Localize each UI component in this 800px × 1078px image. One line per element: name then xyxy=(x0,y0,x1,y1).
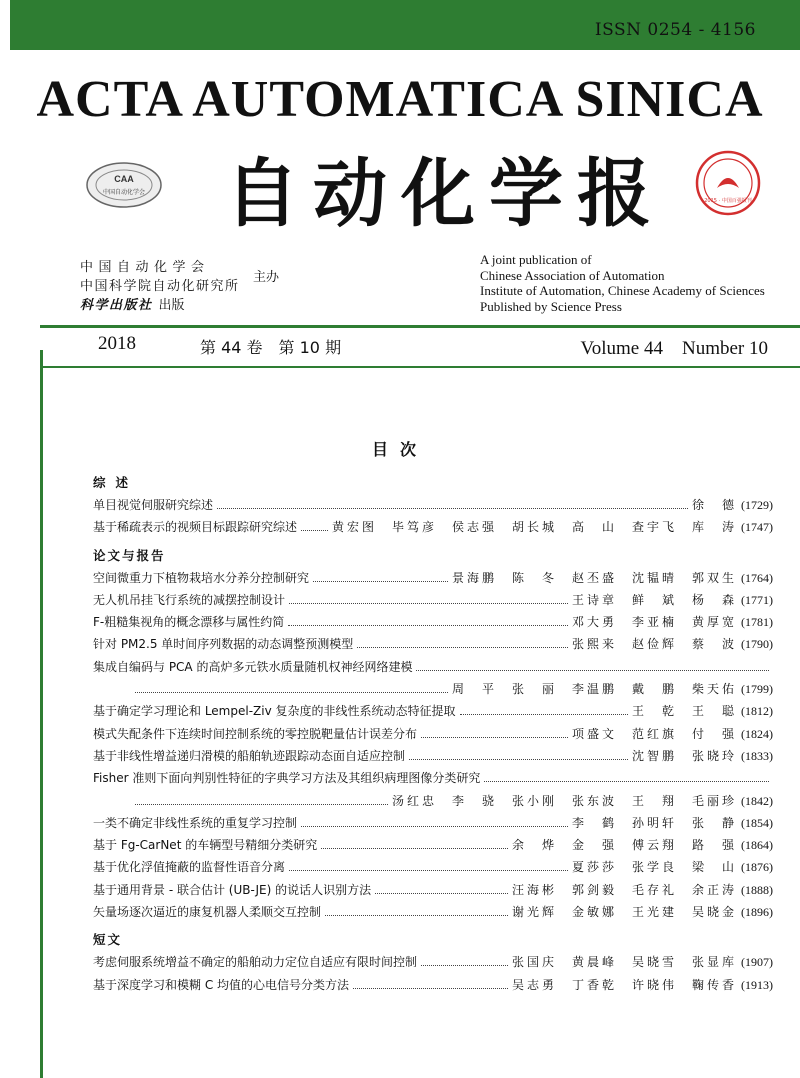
toc-entry[interactable] xyxy=(93,567,773,589)
toc-entry[interactable] xyxy=(93,951,773,973)
toc-entry-authors: 谢光辉 金敏娜 王光建 吴晓金 xyxy=(511,905,737,920)
toc-entry-title: 基于非线性增益递归滑模的船舶轨迹跟踪动态面自适应控制 xyxy=(93,748,406,763)
toc-entry-page: (1747) xyxy=(741,520,773,535)
toc-entry-page: (1913) xyxy=(741,977,773,992)
toc-leader-dots xyxy=(353,974,508,989)
toc-entry-authors: 吴志勇 丁香乾 许晓伟 鞠传香 xyxy=(511,977,737,992)
toc-entry-authors: 项盛文 范红旗 付 强 xyxy=(571,726,737,741)
toc-entry-authors: 周 平 张 丽 李温鹏 戴 鹏 柴天佑 xyxy=(451,682,737,697)
toc-entry-title: 无人机吊挂飞行系统的减摆控制设计 xyxy=(93,592,286,607)
table-of-contents xyxy=(93,470,773,996)
toc-entry-continuation[interactable] xyxy=(93,678,773,700)
toc-leader-dots xyxy=(135,678,448,693)
pub-en-line: A joint publication of xyxy=(480,252,592,267)
toc-entry-page: (1790) xyxy=(741,637,773,652)
toc-leader-dots xyxy=(460,700,628,715)
toc-entry-page: (1812) xyxy=(741,704,773,719)
toc-leader-dots xyxy=(416,656,769,671)
toc-entry[interactable] xyxy=(93,516,773,538)
toc-leader-dots xyxy=(409,745,628,760)
toc-entry[interactable] xyxy=(93,812,773,834)
publisher-science-press: 科学出版社 xyxy=(80,298,153,313)
issue-volume-cn: 第 44 卷 第 10 期 xyxy=(200,338,342,357)
toc-leader-dots xyxy=(484,767,769,782)
toc-entry-title: 单目视觉伺服研究综述 xyxy=(93,498,214,512)
toc-entry[interactable] xyxy=(93,745,773,767)
toc-entry-authors: 黄宏图 毕笃彦 侯志强 胡长城 高 山 查宇飞 库 涛 xyxy=(331,520,737,535)
toc-entry-page: (1771) xyxy=(741,592,773,607)
toc-entry[interactable] xyxy=(93,901,773,923)
toc-entry[interactable] xyxy=(93,633,773,655)
toc-entry-title: 基于确定学习理论和 Lempel-Ziv 复杂度的非线性系统动态特征提取 xyxy=(93,704,456,719)
toc-leader-dots xyxy=(301,516,328,531)
toc-leader-dots xyxy=(421,723,568,738)
toc-entry-title: 空间微重力下植物栽培水分养分控制研究 xyxy=(93,570,310,585)
toc-entry-page: (1888) xyxy=(741,882,773,897)
toc-entry[interactable] xyxy=(93,974,773,996)
divider-issue xyxy=(40,366,800,368)
toc-entry[interactable] xyxy=(93,723,773,745)
toc-entry-page: (1799) xyxy=(741,682,773,697)
svg-text:2015 · 中国百强报刊: 2015 · 中国百强报刊 xyxy=(704,198,752,204)
toc-leader-dots xyxy=(288,611,568,626)
toc-leader-dots xyxy=(321,834,508,849)
caa-logo-icon xyxy=(85,160,163,210)
toc-entry[interactable] xyxy=(93,856,773,878)
toc-section-heading: 短文 xyxy=(93,932,123,948)
toc-leader-dots xyxy=(325,901,508,916)
publishers-english xyxy=(480,252,765,314)
toc-entry[interactable] xyxy=(93,834,773,856)
toc-entry[interactable] xyxy=(93,589,773,611)
toc-entry-page: (1864) xyxy=(741,838,773,853)
toc-entry-title: Fisher 准则下面向判别性特征的字典学习方法及其组织病理图像分类研究 xyxy=(93,771,481,786)
toc-leader-dots xyxy=(135,790,388,805)
toc-entry-page: (1833) xyxy=(741,748,773,763)
toc-entry-title: F-粗糙集视角的概念漂移与属性约简 xyxy=(93,615,285,630)
toc-entry[interactable] xyxy=(93,656,773,678)
toc-entry-authors: 余 烨 金 强 傅云翔 路 强 xyxy=(511,838,737,853)
toc-entry-title: 针对 PM2.5 单时间序列数据的动态调整预测模型 xyxy=(93,637,354,652)
toc-entry-continuation[interactable] xyxy=(93,790,773,812)
toc-entry-title: 集成自编码与 PCA 的高炉多元铁水质量随机权神经网络建模 xyxy=(93,659,413,674)
issue-year: 2018 xyxy=(98,333,136,354)
toc-entry[interactable] xyxy=(93,767,773,789)
toc-entry-title: 考虑伺服系统增益不确定的船舶动力定位自适应有限时间控制 xyxy=(93,955,418,970)
toc-leader-dots xyxy=(217,494,688,509)
toc-leader-dots xyxy=(357,633,568,648)
toc-leader-dots xyxy=(289,589,568,604)
publishers-chinese xyxy=(80,258,240,315)
toc-leader-dots xyxy=(421,951,508,966)
toc-entry-title: 基于优化浮值掩蔽的监督性语音分离 xyxy=(93,860,286,875)
toc-entry-page: (1842) xyxy=(741,793,773,808)
toc-section-heading: 论文与报告 xyxy=(93,547,166,563)
svg-text:CAA: CAA xyxy=(114,174,134,184)
toc-entry-authors: 王诗章 鲜 斌 杨 森 xyxy=(571,592,737,607)
toc-leader-dots xyxy=(289,856,568,871)
toc-entry-page: (1907) xyxy=(741,955,773,970)
toc-entry-title: 基于深度学习和模糊 C 均值的心电信号分类方法 xyxy=(93,977,350,992)
toc-entry-title: 矢量场逐次逼近的康复机器人柔顺交互控制 xyxy=(93,905,322,920)
toc-leader-dots xyxy=(375,879,508,894)
toc-entry-page: (1896) xyxy=(741,905,773,920)
toc-entry-authors: 徐 德 xyxy=(691,498,737,512)
toc-entry[interactable] xyxy=(93,494,773,516)
toc-entry-authors: 汤红忠 李 骁 张小刚 张东波 王 翔 毛丽珍 xyxy=(391,793,737,808)
pub-en-line: Chinese Association of Automation xyxy=(480,267,665,283)
toc-entry-page: (1729) xyxy=(741,498,773,512)
toc-entry-title: 基于通用背景 - 联合估计 (UB-JE) 的说话人识别方法 xyxy=(93,882,372,897)
publisher-label: 出版 xyxy=(158,298,185,313)
toc-entry-authors: 汪海彬 郭剑毅 毛存礼 余正涛 xyxy=(511,882,737,897)
toc-entry-authors: 李 鹤 孙明轩 张 静 xyxy=(571,815,737,830)
toc-entry-authors: 王 乾 王 聪 xyxy=(631,704,737,719)
toc-entry-authors: 张熙来 赵俭辉 蔡 波 xyxy=(571,637,737,652)
journal-title-chinese: 自动化学报 xyxy=(225,151,665,237)
toc-entry-page: (1876) xyxy=(741,860,773,875)
issn-number: ISSN 0254 - 4156 xyxy=(594,20,756,40)
toc-entry-authors: 沈智鹏 张晓玲 xyxy=(631,748,737,763)
toc-entry-page: (1764) xyxy=(741,570,773,585)
toc-entry-title: 一类不确定非线性系统的重复学习控制 xyxy=(93,815,298,830)
toc-entry-page: (1824) xyxy=(741,726,773,741)
issue-volume-en: Volume 44 Number 10 xyxy=(580,338,768,359)
toc-entry[interactable] xyxy=(93,700,773,722)
pub-en-line: Published by Science Press xyxy=(480,298,622,314)
pub-en-line: Institute of Automation, Chinese Academy of Sciences xyxy=(480,283,765,298)
toc-entry-page: (1781) xyxy=(741,615,773,630)
toc-entry-title: 基于稀疏表示的视频目标跟踪研究综述 xyxy=(93,520,298,535)
toc-entry-authors: 景海鹏 陈 冬 赵丕盛 沈韫晴 郭双生 xyxy=(451,570,737,585)
toc-entry[interactable] xyxy=(93,611,773,633)
toc-entry-authors: 邓大勇 李亚楠 黄厚宽 xyxy=(571,615,737,630)
svg-text:中国自动化学会: 中国自动化学会 xyxy=(102,189,146,196)
toc-leader-dots xyxy=(301,812,568,827)
toc-entry-title: 模式失配条件下连续时间控制系统的零控脱靶量估计误差分布 xyxy=(93,726,418,741)
toc-leader-dots xyxy=(313,567,448,582)
seal-badge-icon xyxy=(695,150,761,216)
toc-heading: 目次 xyxy=(371,440,428,459)
divider-top xyxy=(40,325,800,328)
publisher-org-caa: 中国自动化学会 xyxy=(80,260,210,275)
toc-entry[interactable] xyxy=(93,879,773,901)
toc-entry-authors: 夏莎莎 张学良 梁 山 xyxy=(571,860,737,875)
toc-entry-page: (1854) xyxy=(741,815,773,830)
toc-entry-title: 基于 Fg-CarNet 的车辆型号精细分类研究 xyxy=(93,838,318,853)
journal-title-english: ACTA AUTOMATICA SINICA xyxy=(36,71,764,128)
toc-section-heading: 综述 xyxy=(93,475,139,490)
publisher-org-ia-cas: 中国科学院自动化研究所 xyxy=(80,279,240,294)
toc-entry-authors: 张国庆 黄晨峰 吴晓雪 张显库 xyxy=(511,955,737,970)
sponsor-label: 主办 xyxy=(253,270,280,285)
